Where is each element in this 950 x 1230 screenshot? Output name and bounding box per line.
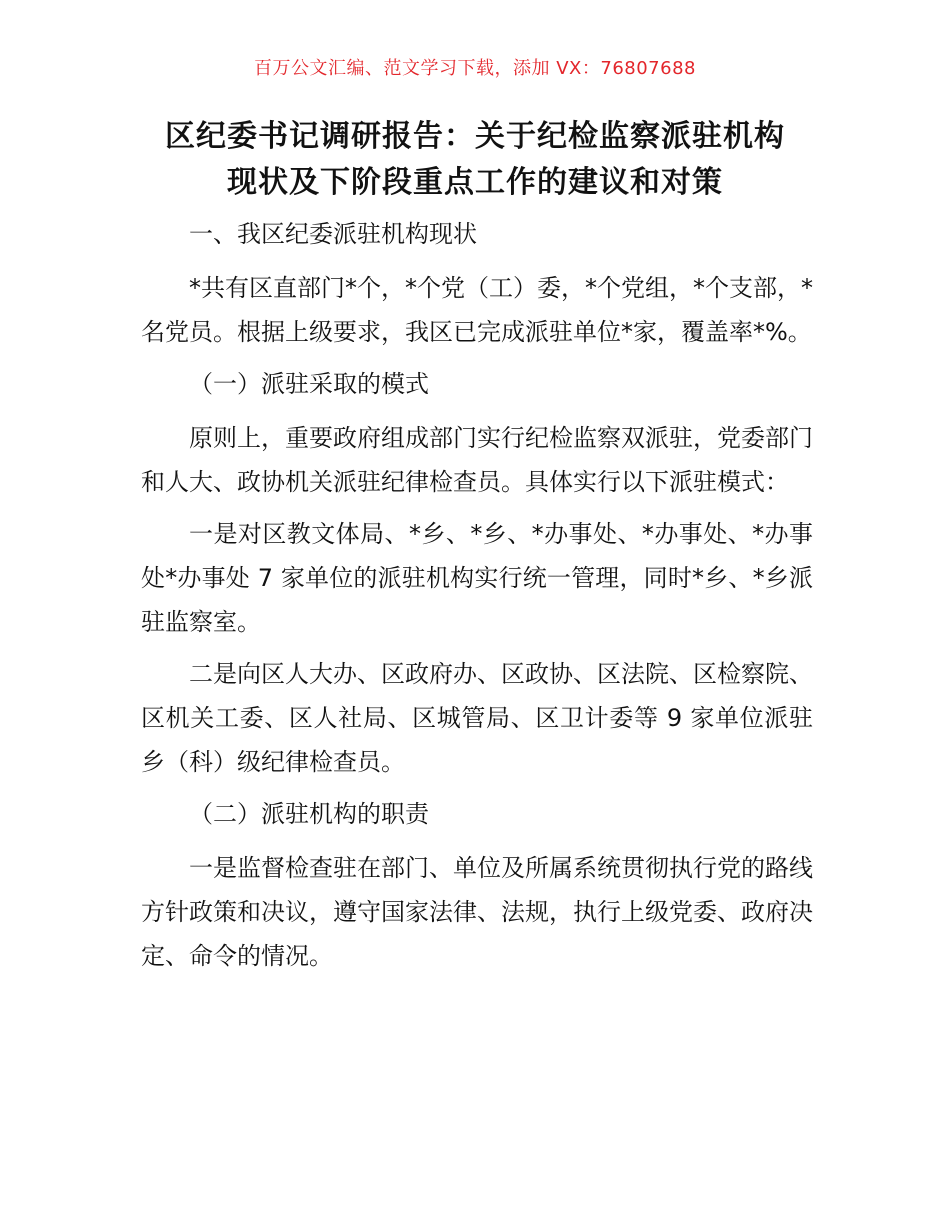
paragraph-mode-two: 二是向区人大办、区政府办、区政协、区法院、区检察院、区机关工委、区人社局、区城管局、区卫计委等 9 家单位派驻乡（科）级纪律检查员。	[141, 660, 813, 776]
paragraph-principle: 原则上，重要政府组成部门实行纪检监察双派驻，党委部门和人大、政协机关派驻纪律检查员。具体实行以下派驻模式：	[141, 424, 813, 496]
document-title	[120, 114, 830, 206]
title-line-1: 区纪委书记调研报告：关于纪检监察派驻机构	[165, 119, 785, 154]
paragraph-overview: *共有区直部门*个，*个党（工）委，*个党组，*个支部，*名党员。根据上级要求，我区已完成派驻单位*家，覆盖率*%。	[141, 274, 813, 346]
paragraph-mode-one: 一是对区教文体局、*乡、*乡、*办事处、*办事处、*办事处*办事处 7 家单位的派驻机构实行统一管理，同时*乡、*乡派驻监察室。	[141, 520, 813, 636]
section-heading-1: 一、我区纪委派驻机构现状	[189, 220, 477, 248]
header-banner: 百万公文汇编、范文学习下载，添加 VX：76807688	[254, 58, 696, 79]
title-line-2: 现状及下阶段重点工作的建议和对策	[227, 165, 723, 200]
paragraph-duty-one: 一是监督检查驻在部门、单位及所属系统贯彻执行党的路线方针政策和决议，遵守国家法律、法规，执行上级党委、政府决定、命令的情况。	[141, 854, 813, 970]
subsection-heading-mode: （一）派驻采取的模式	[189, 370, 429, 398]
document-body	[141, 212, 813, 986]
subsection-heading-duties: （二）派驻机构的职责	[189, 800, 429, 828]
